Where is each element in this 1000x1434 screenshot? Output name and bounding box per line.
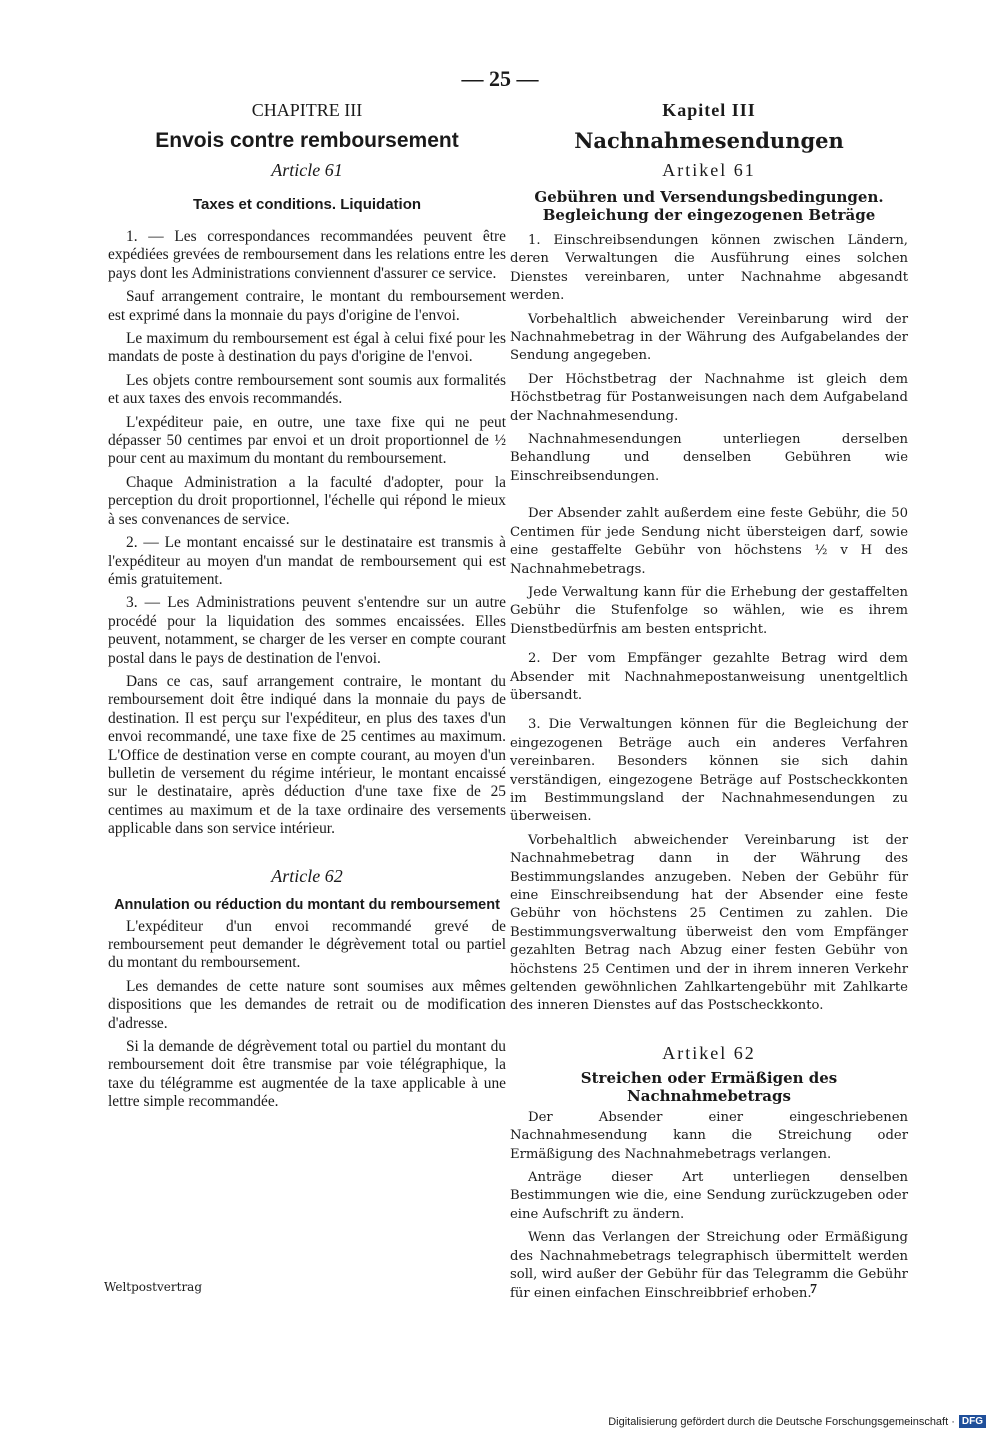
page-number: — 25 — [461,66,539,91]
digitization-text: Digitalisierung gefördert durch die Deutsche Forschungsgemeinschaft · [608,1415,955,1428]
paragraph: 3. Die Verwaltungen können für die Begleichung der eingezogenen Beträge auch ein anderes Verfahren vereinbaren. Besonders können sie sich dahin verständigen, eingezogene Beträge auf Postscheckkonten im Bestimmungsland der Nachnahmesendungen zu überweisen. [510,717,908,825]
paragraph: Vorbehaltlich abweichender Vereinbarung ist der Nachnahmebetrag dann in der Währung des Bestimmungslandes anzugeben. Neben der Gebühr für eine Einschreibsendung hat der Absender eine feste Gebühr von höchstens 25 Centimen zu zahlen. Die Bestimmungsverwaltung überweist den vom Empfänger gezahlten Betrag nach Abzug einer festen Gebühr von höchstens 25 Centimen und der in ihrem inneren Verkehr geltenden gewöhnlichen Zahlkartengebühr mit Zahlkarte des inneren Dienstes auf das Postscheckkonto. [510,832,908,1014]
paragraph: Sauf arrangement contraire, le montant du remboursement est exprimé dans la monnaie du pays d'origine de l'envoi. [108,288,506,324]
paragraph: Der Absender zahlt außerdem eine feste Gebühr, die 50 Centimen für jede Sendung nicht übersteigen darf, sowie eine gestaffelte Gebühr von höchstens ½ v H des Nachnahmebetrags. [510,506,908,577]
paragraph: Jede Verwaltung kann für die Erhebung der gestaffelten Gebühr die Stufenfolge so wählen, wie es ihrem Dienstbedürfnis am besten entspricht. [510,584,908,637]
paragraph: Les objets contre remboursement sont soumis aux formalités et aux taxes des envois recommandés. [108,371,506,408]
footer-left: Weltpostvertrag [104,1280,203,1294]
paragraph: Wenn das Verlangen der Streichung oder Ermäßigung des Nachnahmebetrags telegraphisch übermittelt werden soll, wird außer der Gebühr für das Telegramm die Gebühr für einen einfachen Einschreibbrief erhoben. [510,1230,908,1301]
paragraph: Chaque Administration a la faculté d'adopter, pour la perception du droit proportionnel, l'échelle qui répond le mieux à ses convenances de service. [108,473,506,528]
chapter-title: Envois contre remboursement [155,129,459,152]
paragraph: 2. Der vom Empfänger gezahlte Betrag wird dem Absender mit Nachnahmepostanweisung unentgeltlich übersandt. [510,651,908,703]
paragraph: Nachnahmesendungen unterliegen derselben Behandlung und denselben Gebühren wie Einschreibsendungen. [510,432,908,484]
article-61-label: Article 61 [271,160,343,180]
footer-right: 7 [810,1282,817,1297]
chapter-title: Nachnahmesendungen [574,128,844,153]
article-62-label: Article 62 [271,865,343,886]
dfg-logo: DFG [959,1415,986,1428]
paragraph: 2. — Le montant encaissé sur le destinataire est transmis à l'expéditeur au moyen d'un mandat de remboursement qui est émis gratuitement. [108,534,506,588]
paragraph: Der Absender einer eingeschriebenen Nachnahmesendung kann die Streichung oder Ermäßigung des Nachnahmebetrags verlangen. [510,1109,908,1162]
german-column [510,96,908,1308]
article-61-subtitle: Taxes et conditions. Liquidation [192,196,422,213]
article-62-subtitle: Streichen oder Ermäßigen des Nachnahmebetrags [580,1068,838,1105]
paragraph: 1. — Les correspondances recommandées peuvent être expédiées grevées de remboursement dans les relations entre les pays dont les Administrations conviennent d'assurer ce service. [108,228,506,282]
paragraph: Vorbehaltlich abweichender Vereinbarung wird der Nachnahmebetrag in der Währung des Aufgabelandes der Sendung angegeben. [510,311,908,364]
chapter-heading: Kapitel III [662,100,756,120]
article-61-label: Artikel 61 [662,160,756,180]
article-62-subtitle: Annulation ou réduction du montant du remboursement [114,896,500,913]
paragraph: L'expéditeur paie, en outre, une taxe fixe qui ne peut dépasser 50 centimes par envoi et un droit proportionnel de ½ pour cent au maximum du montant du remboursement. [108,413,506,468]
paragraph: Le maximum du remboursement est égal à celui fixé pour les mandats de poste à destination du pays d'origine de l'envoi. [108,330,506,366]
paragraph: L'expéditeur d'un envoi recommandé grevé de remboursement peut demander le dégrèvement total ou partiel du montant du remboursement. [108,917,506,972]
paragraph: Dans ce cas, sauf arrangement contraire, le montant du remboursement doit être indiqué dans la monnaie du pays de destination. Il est perçu sur l'expéditeur, en plus des taxes d'un envoi recommandé, une taxe fixe de 25 centimes au maximum. L'Office de destination verse en compte courant, au moyen d'un bulletin de versement du régime intérieur, le montant encaissé sur le destinataire, après déduction d'une taxe fixe de 25 centimes au maximum et de la taxe ordinaire des versements applicable dans son service intérieur. [108,672,506,838]
article-61-subtitle: Gebühren und Versendungsbedingungen. Begleichung der eingezogenen Beträge [534,188,884,224]
digitization-note [608,1415,986,1428]
paragraph: 1. Einschreibsendungen können zwischen Ländern, deren Verwaltungen die Ausführung eines solchen Dienstes vereinbaren, unter Nachnahme abgesandt werden. [510,233,908,304]
paragraph: Si la demande de dégrèvement total ou partiel du montant du remboursement doit être transmise par voie télégraphique, la taxe du télégramme est augmentée de la taxe applicable à une lettre simple recommandée. [108,1038,506,1111]
paragraph: 3. — Les Administrations peuvent s'entendre sur un autre procédé pour la liquidation des sommes encaissées. Elles peuvent, notamment, se charger de les verser en compte courant postal dans le pays de destination de l'envoi. [108,594,506,667]
paragraph: Anträge dieser Art unterliegen denselben Bestimmungen wie die, eine Sendung zurückzugeben oder eine Aufschrift zu ändern. [510,1170,908,1222]
french-column [108,96,506,1117]
paragraph: Der Höchstbetrag der Nachnahme ist gleich dem Höchstbetrag für Postanweisungen nach dem Aufgabeland der Nachnahmesendung. [510,371,908,424]
chapter-heading: CHAPITRE III [251,100,363,120]
paragraph: Les demandes de cette nature sont soumises aux mêmes dispositions que les demandes de retrait ou de modification d'adresse. [108,977,506,1032]
article-62-label: Artikel 62 [662,1042,756,1063]
